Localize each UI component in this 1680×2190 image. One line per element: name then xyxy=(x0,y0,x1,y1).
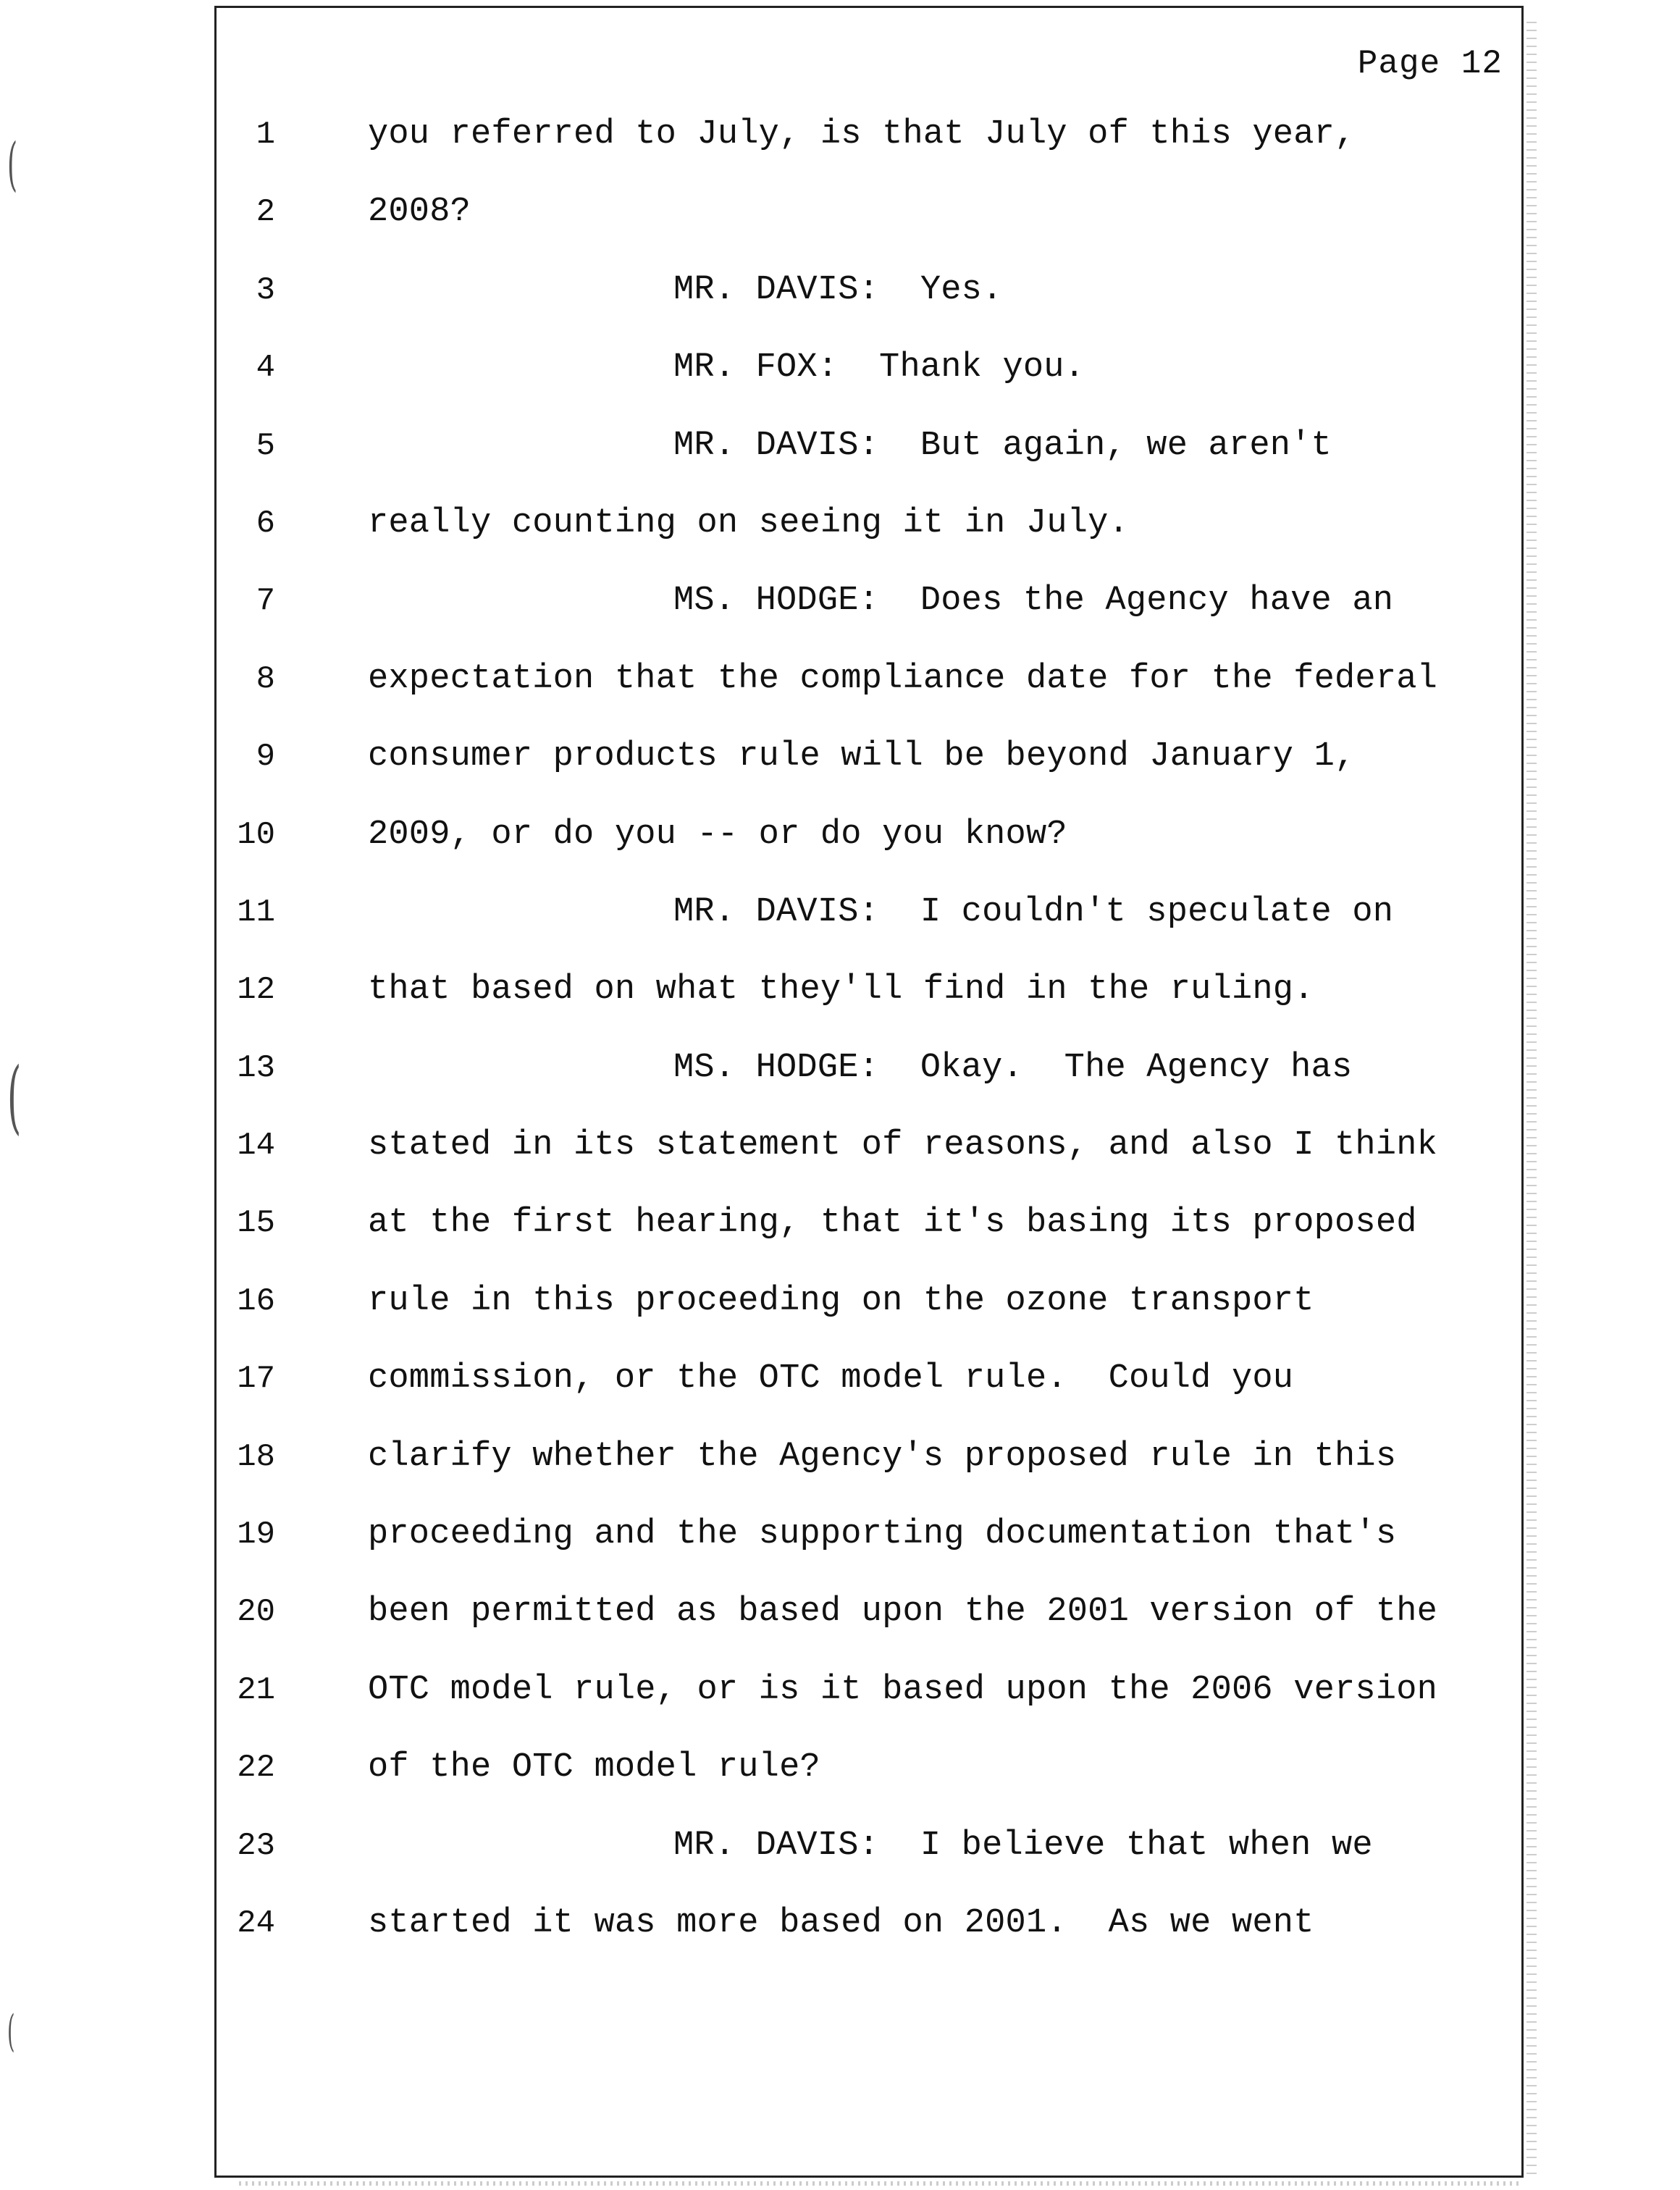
transcript-line xyxy=(0,1670,1680,1748)
transcript-line xyxy=(0,1048,1680,1125)
transcript-line xyxy=(0,581,1680,658)
transcript-line xyxy=(0,1592,1680,1669)
line-number: 16 xyxy=(237,1283,275,1320)
transcript-line xyxy=(0,503,1680,581)
line-text: stated in its statement of reasons, and also I think xyxy=(368,1126,1438,1165)
transcript-line xyxy=(0,1437,1680,1514)
transcript-line xyxy=(0,348,1680,425)
scan-margin-marks-bottom xyxy=(239,2181,1521,2186)
line-number: 3 xyxy=(256,272,275,309)
line-text: been permitted as based upon the 2001 version of the xyxy=(368,1593,1438,1632)
transcript-line xyxy=(0,1748,1680,1825)
line-number: 6 xyxy=(256,505,275,542)
line-number: 18 xyxy=(237,1438,275,1475)
line-number: 12 xyxy=(237,972,275,1009)
line-text: expectation that the compliance date for the federal xyxy=(368,659,1438,698)
line-number: 8 xyxy=(256,660,275,697)
line-text: of the OTC model rule? xyxy=(368,1748,820,1787)
transcript-line xyxy=(0,192,1680,269)
line-text: that based on what they'll find in the ruling. xyxy=(368,970,1314,1010)
line-text: started it was more based on 2001. As we went xyxy=(368,1903,1314,1942)
line-number: 1 xyxy=(256,117,275,153)
line-number: 21 xyxy=(237,1671,275,1708)
line-text: MR. DAVIS: I couldn't speculate on xyxy=(673,892,1394,931)
transcript-body xyxy=(0,114,1680,1981)
transcript-line xyxy=(0,114,1680,192)
line-text: commission, or the OTC model rule. Could you xyxy=(368,1359,1294,1398)
line-number: 10 xyxy=(237,816,275,853)
page-number: Page 12 xyxy=(1357,45,1503,83)
line-text: MR. FOX: Thank you. xyxy=(673,348,1085,387)
line-text: clarify whether the Agency's proposed rule in this xyxy=(368,1437,1397,1476)
line-number: 22 xyxy=(237,1750,275,1787)
line-text: OTC model rule, or is it based upon the 2006 version xyxy=(368,1670,1438,1709)
transcript-line xyxy=(0,815,1680,892)
line-number: 20 xyxy=(237,1594,275,1631)
binding-mark-top: ( xyxy=(7,130,18,198)
line-text: really counting on seeing it in July. xyxy=(368,503,1129,542)
line-number: 5 xyxy=(256,427,275,464)
transcript-line xyxy=(0,1203,1680,1280)
line-text: 2008? xyxy=(368,193,471,232)
line-text: MR. DAVIS: Yes. xyxy=(673,270,1003,309)
line-number: 4 xyxy=(256,350,275,387)
binding-mark-middle: ( xyxy=(7,1050,22,1143)
binding-mark-bottom: ( xyxy=(7,2006,15,2057)
transcript-line xyxy=(0,737,1680,814)
line-text: rule in this proceeding on the ozone transport xyxy=(368,1281,1314,1320)
transcript-line xyxy=(0,659,1680,737)
line-text: 2009, or do you -- or do you know? xyxy=(368,815,1067,854)
transcript-line xyxy=(0,1281,1680,1359)
line-text: MS. HODGE: Okay. The Agency has xyxy=(673,1048,1353,1087)
line-number: 9 xyxy=(256,739,275,776)
transcript-line xyxy=(0,426,1680,503)
line-number: 14 xyxy=(237,1128,275,1165)
transcript-line xyxy=(0,1514,1680,1592)
line-number: 23 xyxy=(237,1827,275,1864)
line-number: 19 xyxy=(237,1516,275,1553)
transcript-line xyxy=(0,1826,1680,1903)
transcript-line xyxy=(0,1903,1680,1981)
transcript-line xyxy=(0,892,1680,970)
line-number: 13 xyxy=(237,1049,275,1086)
line-number: 24 xyxy=(237,1905,275,1942)
line-text: MR. DAVIS: I believe that when we xyxy=(673,1826,1373,1865)
transcript-line xyxy=(0,270,1680,348)
line-number: 2 xyxy=(256,194,275,231)
transcript-line xyxy=(0,1359,1680,1436)
line-text: you referred to July, is that July of this year, xyxy=(368,115,1356,154)
line-text: MS. HODGE: Does the Agency have an xyxy=(673,582,1394,621)
line-number: 7 xyxy=(256,583,275,620)
line-text: proceeding and the supporting documentation that's xyxy=(368,1515,1397,1554)
line-text: at the first hearing, that it's basing its proposed xyxy=(368,1204,1417,1243)
transcript-line xyxy=(0,1125,1680,1203)
line-number: 17 xyxy=(237,1361,275,1398)
line-text: MR. DAVIS: But again, we aren't xyxy=(673,426,1332,465)
line-number: 11 xyxy=(237,894,275,931)
line-text: consumer products rule will be beyond January 1, xyxy=(368,737,1356,776)
transcript-line xyxy=(0,970,1680,1047)
line-number: 15 xyxy=(237,1205,275,1242)
